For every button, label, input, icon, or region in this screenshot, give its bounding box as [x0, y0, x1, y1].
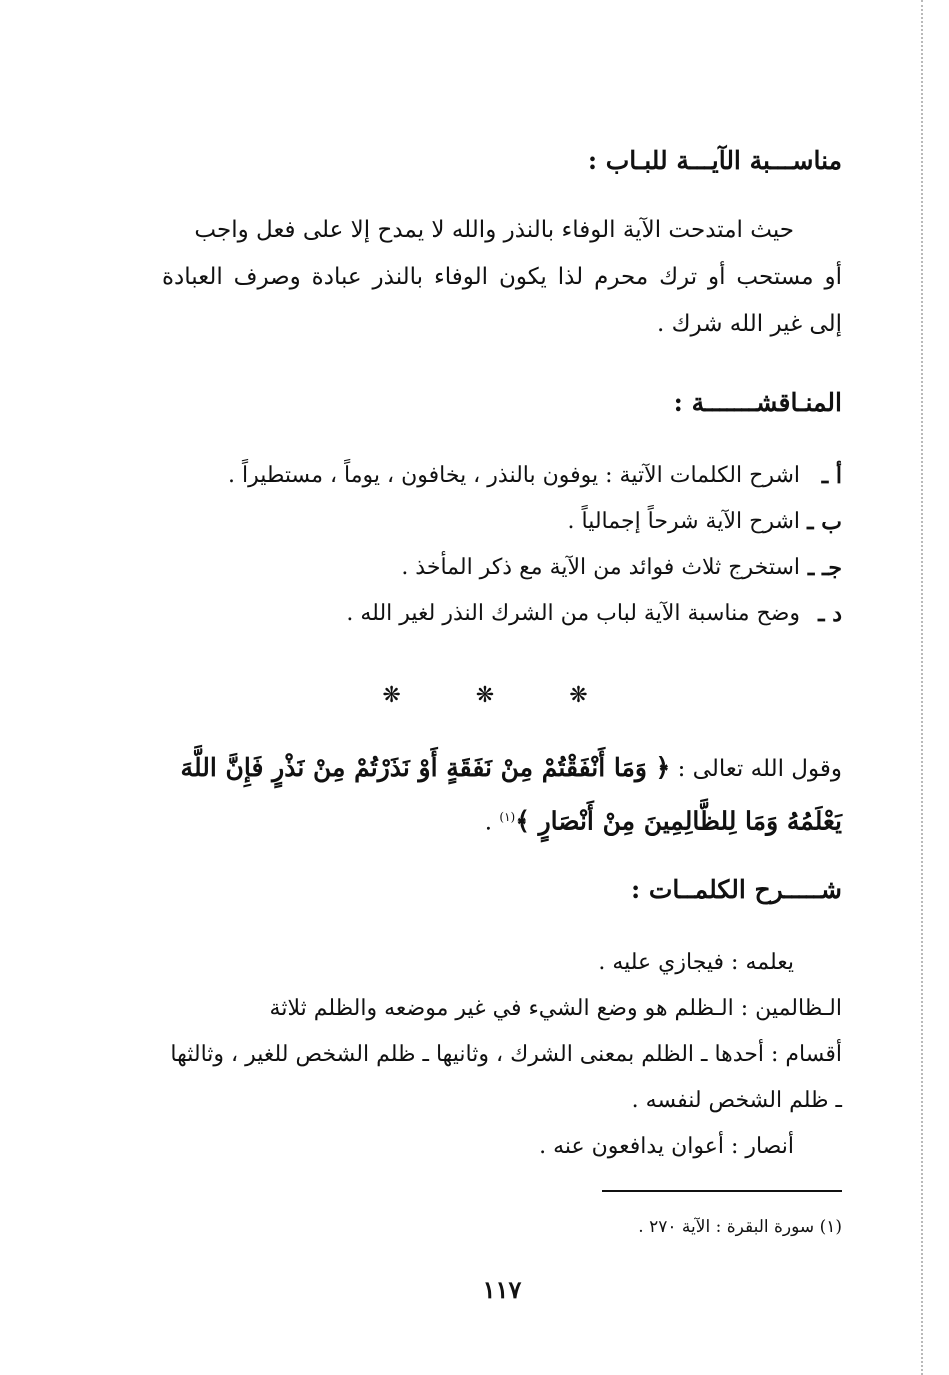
definition-item: أنصار : أعوان يدافعون عنه . [539, 1134, 794, 1159]
question-text: اشرح الكلمات الآتية : يوفون بالنذر ، يخافون ، يوماً ، مستطيراً . [228, 463, 800, 488]
definition-item: يعلمه : فيجازي عليه . [598, 950, 794, 975]
page-number: ١١٧ [482, 1275, 522, 1304]
discussion-questions [162, 453, 842, 637]
question-text: استخرج ثلاث فوائد من الآية مع ذكر المأخذ . [401, 555, 800, 580]
page-edge-dotted-line [921, 0, 923, 1375]
book-page [162, 0, 842, 1375]
word-definitions [162, 940, 842, 1170]
footnote-marker: (١) [499, 810, 516, 824]
relevance-line-rest: أو مستحب أو ترك محرم لذا يكون الوفاء بالنذر عبادة وصرف العبادة إلى غير الله شرك . [162, 264, 842, 337]
question-text: وضح مناسبة الآية لباب من الشرك النذر لغير الله . [346, 601, 800, 626]
question-item [162, 453, 842, 499]
definition-continuation: أقسام : أحدها ـ الظلم بمعنى الشرك ، وثانيها ـ ظلم الشخص للغير ، وثالثها ـ ظلم الشخص لنفسه . [170, 1042, 842, 1113]
question-text: اشرح الآية شرحاً إجمالياً . [567, 509, 800, 534]
section-separator-stars: ❋ ❋ ❋ [382, 683, 622, 708]
question-letter: ب ـ [807, 509, 842, 535]
question-letter: جـ ـ [807, 555, 842, 581]
quran-verse-block [162, 744, 842, 847]
footnote: (١) سورة البقرة : الآية ٢٧٠ . [638, 1217, 842, 1237]
question-item [162, 591, 842, 637]
question-letter: أ ـ [821, 463, 842, 489]
definition-item: الـظالمين : الـظلم هو وضع الشيء في غير موضعه والظلم ثلاثة [269, 996, 842, 1021]
question-item [162, 545, 842, 591]
verse-intro: وقول الله تعالى : [677, 756, 842, 782]
section-heading-discussion: المنـاقشـــــــة : [673, 388, 842, 417]
relevance-line-1: حيث امتدحت الآية الوفاء بالنذر والله لا يمدح إلا على فعل واجب [194, 217, 794, 243]
quran-verse-text: ﴿ وَمَا أَنْفَقْتُمْ مِنْ نَفَقَةٍ أَوْ نَذَرْتُمْ مِنْ نَذْرٍ فَإِنَّ اللَّهَ يَعْلَمُهُ وَمَا لِلظَّالِمِينَ مِنْ أَنْصَارٍ ﴾ [180, 753, 842, 836]
relevance-paragraph [162, 207, 842, 348]
question-item [162, 499, 842, 545]
footnote-divider [602, 1190, 842, 1192]
section-heading-words: شـــــرح الكلمــات : [630, 875, 842, 904]
question-letter: د ـ [818, 601, 842, 627]
verse-end: . [484, 809, 493, 836]
section-heading-relevance: مناســـبة الآيـــة للبـاب : [587, 146, 842, 175]
